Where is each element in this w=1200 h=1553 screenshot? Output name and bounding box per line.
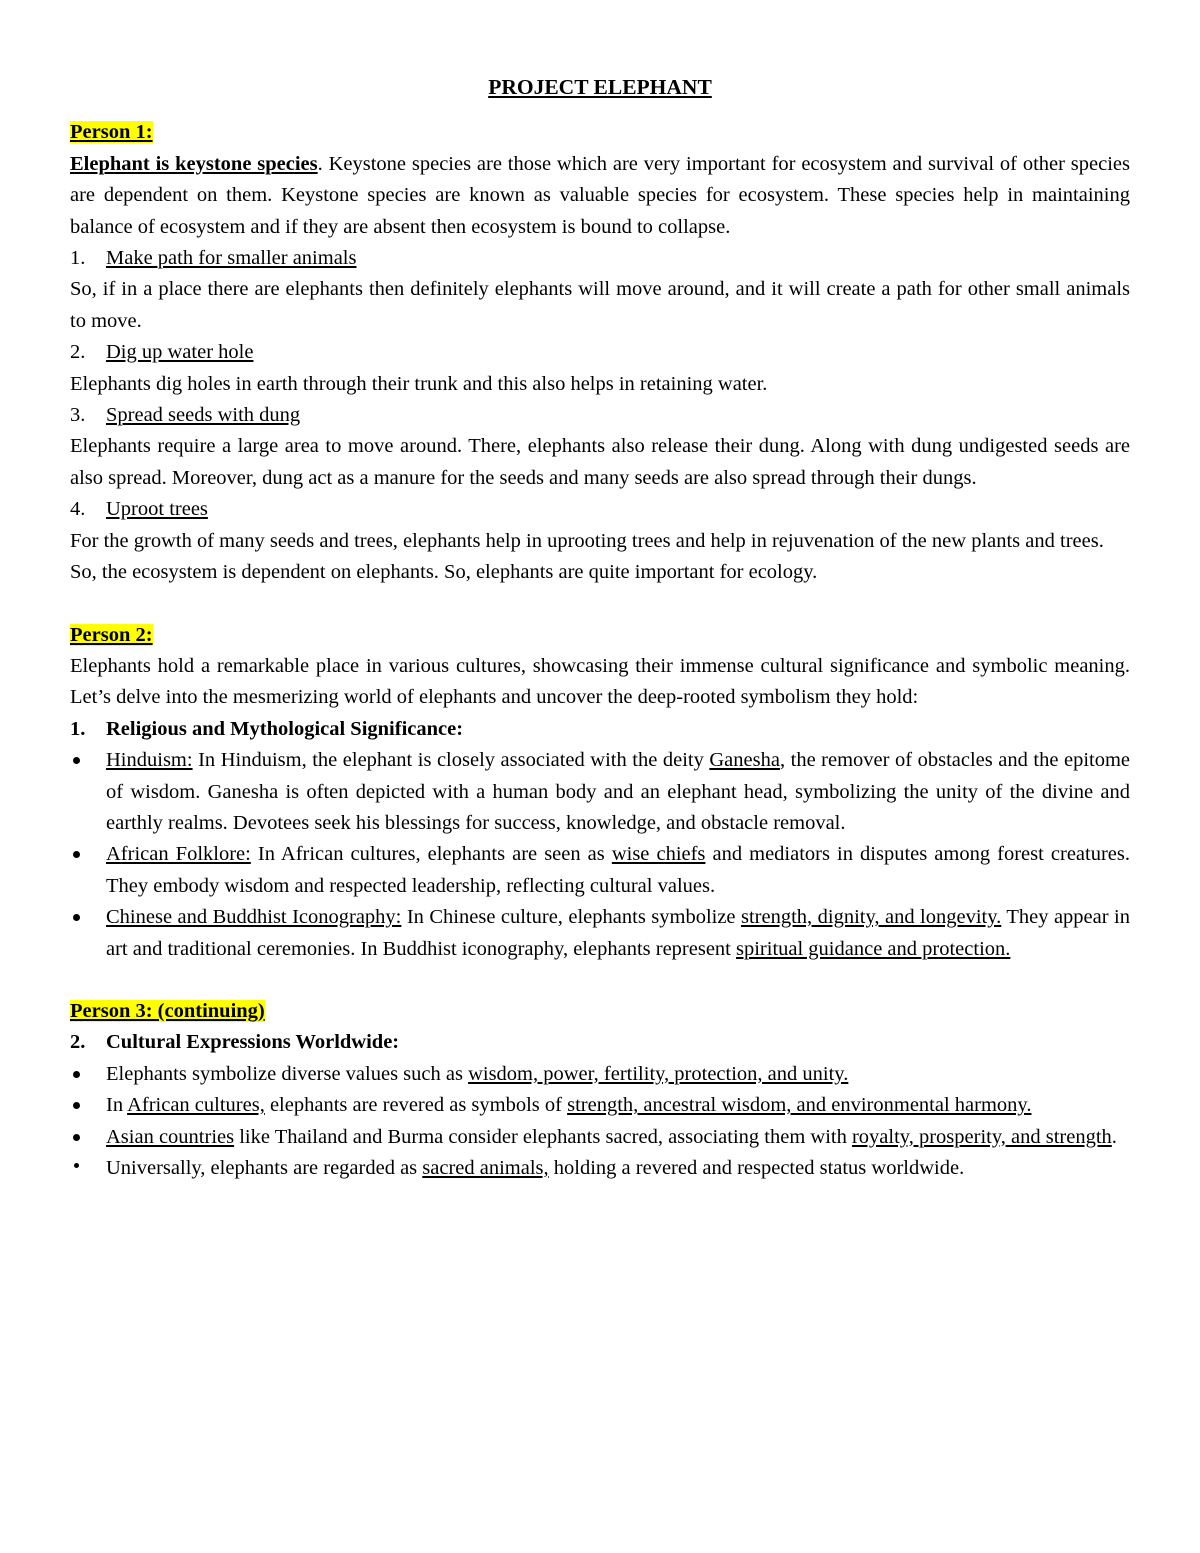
bullet-mid: holding a revered and respected status worldwide. — [548, 1157, 965, 1179]
person1-item-2 — [70, 337, 1130, 368]
document-title: PROJECT ELEPHANT — [488, 75, 712, 99]
person3-section — [70, 996, 1130, 1184]
bullet-label: Chinese and Buddhist Iconography: — [106, 906, 402, 929]
person1-heading — [70, 117, 1130, 148]
subheading-number: 2. — [70, 1031, 86, 1054]
person2-bullet-2 — [70, 839, 1130, 902]
person1-intro — [70, 149, 1130, 243]
person1-item-4 — [70, 494, 1130, 525]
bullet-u1: African cultures, — [127, 1094, 265, 1117]
item-number: 1. — [70, 247, 86, 270]
item-body: For the growth of many seeds and trees, elephants help in uprooting trees and help in rejuvenation of the new plants and trees. — [70, 529, 1104, 552]
person2-intro: Elephants hold a remarkable place in various cultures, showcasing their immense cultural significance and symbolic meaning. Let’s delve into the mesmerizing world of elephants and uncover the deep-rooted symbolism they hold: — [70, 654, 1130, 709]
bullet-u1: sacred animals, — [422, 1157, 549, 1179]
subheading-text: Cultural Expressions Worldwide: — [106, 1031, 400, 1054]
item-title: Uproot trees — [106, 498, 208, 521]
person3-bullet-1 — [70, 1059, 1130, 1090]
bullet-t1: In Chinese culture, elephants symbolize — [401, 906, 741, 929]
bullet-icon — [70, 902, 106, 965]
bullet-mid: like Thailand and Burma consider elephants sacred, associating them with — [234, 1125, 852, 1148]
bullet-t2: and mediators in disputes among forest creatures. They embody wisdom and respected leadership, reflecting cultural values. — [106, 843, 1130, 897]
person2-heading — [70, 620, 1130, 651]
person3-bullet-3 — [70, 1122, 1130, 1153]
bullet-text — [106, 1059, 1130, 1090]
bullet-t1: In African cultures, elephants are seen as — [250, 843, 612, 866]
bullet-text — [106, 902, 1130, 965]
person1-conclusion: So, the ecosystem is dependent on elephants. So, elephants are quite important for ecology. — [70, 561, 818, 584]
subheading-number: 1. — [70, 717, 86, 740]
bullet-icon — [70, 745, 106, 839]
person1-intro-bold: Elephant is keystone species — [70, 152, 318, 175]
bullet-text — [106, 839, 1130, 902]
bullet-pre: In — [106, 1094, 128, 1117]
bullet-u1: wisdom, power, fertility, protection, and unity. — [468, 1062, 849, 1085]
bullet-text — [106, 1122, 1130, 1153]
bullet-icon — [70, 1153, 106, 1184]
bullet-post: . — [1111, 1125, 1117, 1148]
person2-heading-text: Person 2: — [70, 623, 153, 646]
bullet-u1: wise chiefs — [611, 843, 706, 866]
person1-intro-rest: . Keystone species are those which are very important for ecosystem and survival of other species are dependent on them. Keystone species are known as valuable species for ecosystem. These species help in maintaining balance of ecosystem and if they are absent then ecosystem is bound to collapse. — [70, 152, 1130, 238]
item-number: 3. — [70, 404, 86, 427]
item-number: 4. — [70, 498, 86, 521]
item-title: Spread seeds with dung — [106, 404, 301, 427]
bullet-text — [106, 745, 1130, 839]
bullet-icon — [70, 839, 106, 902]
bullet-u2: strength, ancestral wisdom, and environmental harmony. — [567, 1094, 1032, 1117]
person1-item-3 — [70, 400, 1130, 431]
bullet-mid: elephants are revered as symbols of — [264, 1094, 568, 1117]
item-title: Make path for smaller animals — [106, 247, 357, 270]
bullet-t2: , the remover of obstacles and the epitome of wisdom. Ganesha is often depicted with a human body and an elephant head, symbolizing the unity of the divine and earthly realms. Devotees seek his blessings for success, knowledge, and obstacle removal. — [106, 749, 1131, 834]
person3-subheading — [70, 1027, 1130, 1058]
bullet-u2: royalty, prosperity, and strength — [851, 1125, 1112, 1148]
bullet-u1: strength, dignity, and longevity. — [741, 906, 1002, 929]
bullet-text — [106, 1153, 1130, 1184]
item-number: 2. — [70, 341, 86, 364]
bullet-t2: They appear in art and traditional ceremonies. In Buddhist iconography, elephants represent — [106, 906, 1130, 960]
item-title: Dig up water hole — [106, 341, 254, 364]
person2-section — [70, 620, 1130, 965]
bullet-icon — [70, 1122, 106, 1153]
person3-heading-text: Person 3: (continuing) — [70, 999, 265, 1022]
bullet-pre: Elephants symbolize diverse values such as — [106, 1062, 469, 1085]
item-body: So, if in a place there are elephants then definitely elephants will move around, and it will create a path for other small animals to move. — [70, 278, 1130, 332]
bullet-label: Hinduism: — [106, 749, 193, 772]
item-body: Elephants require a large area to move around. There, elephants also release their dung. Along with dung undigested seeds are also spread. Moreover, dung act as a manure for the seeds and many seeds are also spread through their dungs. — [70, 435, 1130, 489]
bullet-t1: In Hinduism, the elephant is closely associated with the deity — [192, 749, 710, 772]
person1-heading-text: Person 1: — [70, 121, 153, 144]
bullet-text — [106, 1090, 1130, 1121]
bullet-pre: Universally, elephants are regarded as — [106, 1157, 423, 1179]
person1-item-1 — [70, 243, 1130, 274]
person2-subheading — [70, 714, 1130, 745]
bullet-u1: Asian countries — [106, 1125, 235, 1148]
item-body: Elephants dig holes in earth through their trunk and this also helps in retaining water. — [70, 372, 768, 395]
subheading-text: Religious and Mythological Significance: — [106, 717, 464, 740]
bullet-icon — [70, 1090, 106, 1121]
bullet-u1: Ganesha — [709, 749, 780, 772]
person2-bullet-3 — [70, 902, 1130, 965]
bullet-u2: spiritual guidance and protection. — [736, 937, 1011, 960]
person2-bullet-1 — [70, 745, 1130, 839]
person3-bullet-2 — [70, 1090, 1130, 1121]
person1-section — [70, 117, 1130, 588]
person3-heading — [70, 996, 1130, 1027]
bullet-icon — [70, 1059, 106, 1090]
bullet-label: African Folklore: — [106, 843, 251, 866]
person3-bullet-4 — [70, 1153, 1130, 1184]
